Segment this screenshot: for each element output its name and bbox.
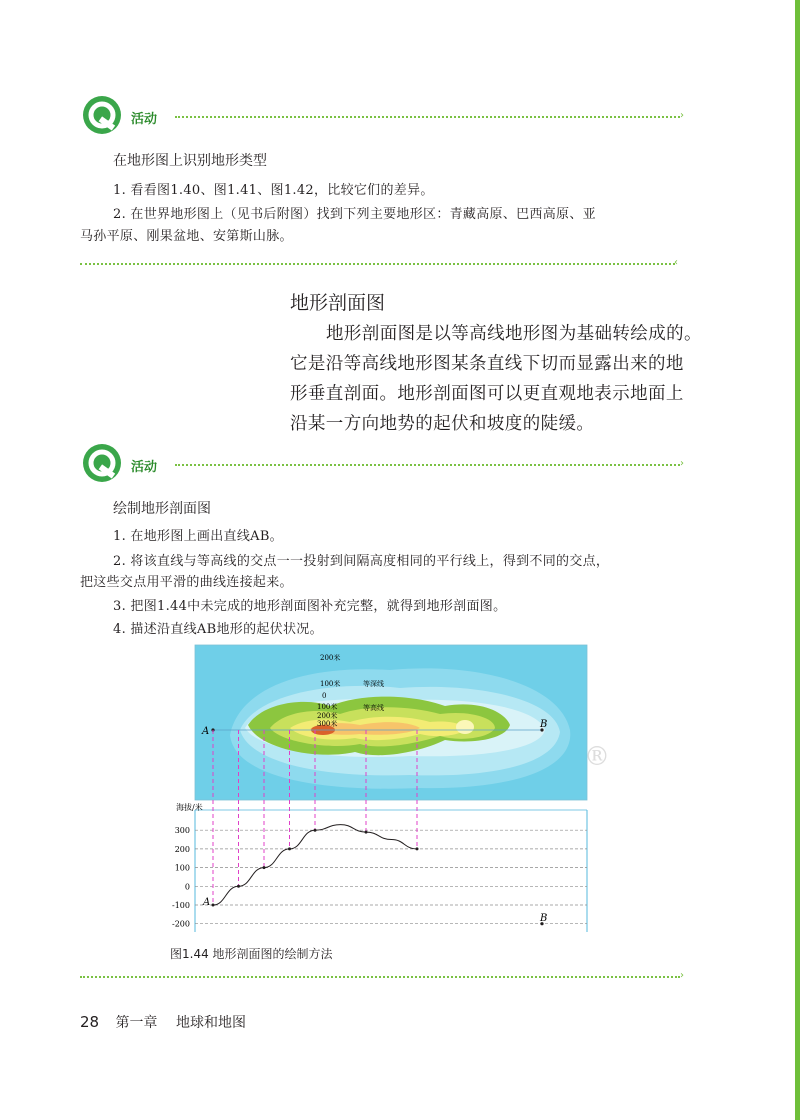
profile-point [212,904,215,907]
profile-y-label: 海拔/米 [176,803,203,812]
map-label-isobath: 等深线 [363,680,384,688]
map-label-200m: 200米 [317,712,338,720]
activity-label: 活动 [131,112,158,127]
profile-tick-label: -100 [172,901,190,910]
page-number: 28 [80,1013,100,1031]
map-label-zero: 0 [322,692,327,700]
profile-point [314,829,317,832]
activity-item: 3. 把图1.44中未完成的地形剖面图补充完整，就得到地形剖面图。 [113,599,507,614]
chapter-title: 地球和地图 [176,1015,246,1031]
activity-item: 1. 看看图1.40、图1.41、图1.42，比较它们的差异。 [113,183,434,198]
activity-item: 1. 在地形图上画出直线AB。 [113,529,283,544]
activity-item: 4. 描述沿直线AB地形的起伏状况。 [113,622,323,637]
map-label-b: B [540,719,548,730]
profile-tick-label: 100 [174,863,190,873]
activity-label: 活动 [131,460,158,475]
profile-curve [213,825,417,905]
map-label-300m: 300米 [317,720,338,728]
profile-label-a: A [203,897,211,908]
section-paragraph-line: 地形剖面图是以等高线地形图为基础转绘成的。 [326,324,702,344]
arrow-right-icon: › [680,970,684,981]
chapter-number: 第一章 [115,1015,158,1031]
activity-item: 把这些交点用平滑的曲线连接起来。 [80,575,293,590]
arrow-left-icon: ‹ [674,257,678,268]
profile-point [365,831,368,834]
profile-point [416,847,419,850]
map-label-100m: 100米 [317,703,338,711]
activity-title: 绘制地形剖面图 [113,501,211,517]
page-edge-stripe [795,0,800,1120]
map-label-200m-depth: 200米 [320,654,341,662]
registered-watermark: ® [584,742,610,772]
arrow-right-icon: › [680,458,684,469]
activity-item: 2. 将该直线与等高线的交点一一投射到间隔高度相同的平行线上，得到不同的交点， [113,554,610,569]
activity-item: 马孙平原、刚果盆地、安第斯山脉。 [80,229,293,244]
profile-label-b: B [540,913,548,924]
profile-tick-label: -200 [172,919,190,929]
activity-divider [175,116,680,118]
arrow-right-icon: › [680,110,684,121]
profile-point [263,866,266,869]
section-paragraph-line: 沿某一方向地势的起伏和坡度的陡缓。 [290,414,595,434]
map-label-contour: 等高线 [363,704,384,712]
activity-end-divider [80,263,675,265]
activity-item: 2. 在世界地形图上（见书后附图）找到下列主要地形区：青藏高原、巴西高原、亚 [113,207,596,222]
activity-icon [82,95,122,135]
map-label-a: A [202,726,210,737]
profile-figure [160,640,610,940]
activity-icon [82,443,122,483]
profile-point [237,885,240,888]
profile-tick-label: 0 [184,882,190,892]
activity-end-divider [80,976,680,978]
section-paragraph-line: 形垂直剖面。地形剖面图可以更直观地表示地面上 [290,384,684,404]
section-title: 地形剖面图 [290,292,386,314]
activity-divider [175,464,680,466]
profile-tick-label: 200 [174,844,190,854]
map-label-100m-depth: 100米 [320,680,341,688]
section-paragraph-line: 它是沿等高线地形图某条直线下切而显露出来的地 [290,354,684,374]
figure-caption: 图1.44 地形剖面图的绘制方法 [170,947,333,961]
activity-title: 在地形图上识别地形类型 [113,153,267,169]
contour-map [195,645,587,800]
profile-point [288,847,291,850]
profile-tick-label: 300 [174,826,190,836]
